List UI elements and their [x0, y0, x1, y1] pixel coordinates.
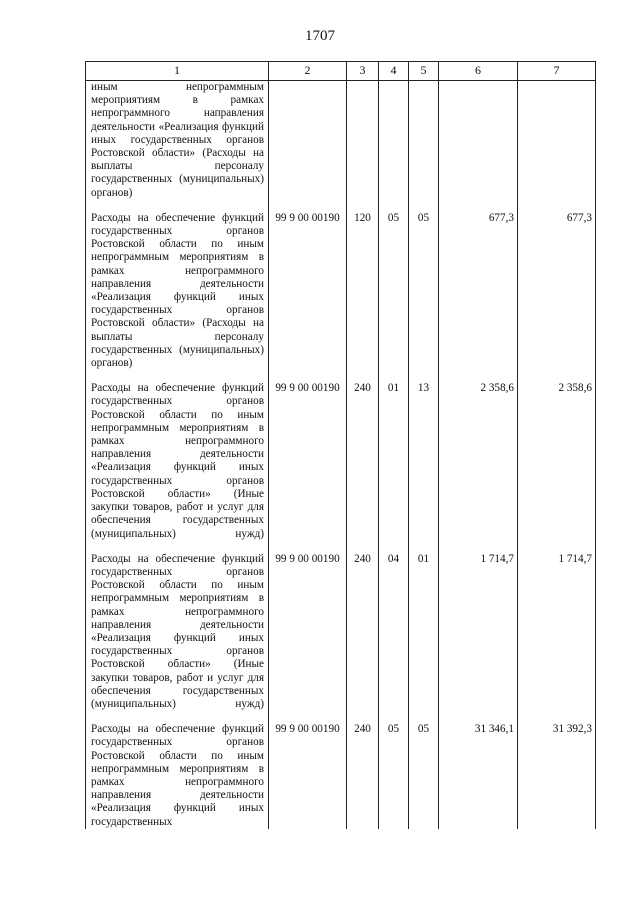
table-header-row: [86, 62, 596, 81]
column-header: 3: [347, 62, 379, 81]
column-header: 5: [409, 62, 439, 81]
row-pr: 13: [409, 378, 439, 548]
row-sum-2: 31 392,3: [518, 719, 596, 829]
row-sum-1: [439, 81, 518, 208]
row-rz: 05: [379, 719, 409, 829]
row-vr: 240: [347, 378, 379, 548]
row-sum-1: 1 714,7: [439, 549, 518, 719]
column-header: 4: [379, 62, 409, 81]
row-description: Расходы на обеспечение функций государственных органов Ростовской области по иным непрограммным мероприятиям в рамках непрограммного направления деятельности «Реализация функций иных государственных органов Ростовской области» (Иные закупки товаров, работ и услуг для обеспечения государственных (муниципальных) нужд): [86, 378, 269, 548]
row-vr: 240: [347, 719, 379, 829]
row-description: Расходы на обеспечение функций государственных органов Ростовской области по иным непрограммным мероприятиям в рамках непрограммного направления деятельности «Реализация функций иных государственных органов Ростовской области» (Иные закупки товаров, работ и услуг для обеспечения государственных (муниципальных) нужд): [86, 549, 269, 719]
row-pr: 05: [409, 208, 439, 378]
page-number: 1707: [305, 28, 335, 44]
row-vr: 240: [347, 549, 379, 719]
row-sum-2: 1 714,7: [518, 549, 596, 719]
row-rz: 05: [379, 208, 409, 378]
table-row: [86, 378, 596, 548]
budget-table: [85, 61, 596, 829]
row-sum-1: 31 346,1: [439, 719, 518, 829]
row-code: 99 9 00 00190: [269, 549, 347, 719]
column-header: 2: [269, 62, 347, 81]
row-code: 99 9 00 00190: [269, 208, 347, 378]
row-sum-2: [518, 81, 596, 208]
table-row: [86, 208, 596, 378]
row-sum-1: 2 358,6: [439, 378, 518, 548]
row-rz: [379, 81, 409, 208]
row-code: 99 9 00 00190: [269, 378, 347, 548]
row-description: Расходы на обеспечение функций государственных органов Ростовской области по иным непрограммным мероприятиям в рамках непрограммного направления деятельности «Реализация функций иных государственных органов Ростовской области» (Расходы на выплаты персоналу государственных (муниципальных) органов): [86, 208, 269, 378]
row-rz: 04: [379, 549, 409, 719]
table-row: [86, 81, 596, 208]
row-sum-2: 2 358,6: [518, 378, 596, 548]
row-pr: 01: [409, 549, 439, 719]
column-header: 7: [518, 62, 596, 81]
row-pr: [409, 81, 439, 208]
row-rz: 01: [379, 378, 409, 548]
table-row: [86, 549, 596, 719]
table-row: [86, 719, 596, 829]
column-header: 6: [439, 62, 518, 81]
row-sum-1: 677,3: [439, 208, 518, 378]
row-description: Расходы на обеспечение функций государственных органов Ростовской области по иным непрограммным мероприятиям в рамках непрограммного направления деятельности «Реализация функций иных государственных: [86, 719, 269, 829]
row-code: [269, 81, 347, 208]
row-vr: 120: [347, 208, 379, 378]
row-description: иным непрограммным мероприятиям в рамках непрограммного направления деятельности «Реализация функций иных государственных органов Ростовской области» (Расходы на выплаты персоналу государственных (муниципальных) органов): [86, 81, 269, 208]
column-header: 1: [86, 62, 269, 81]
row-sum-2: 677,3: [518, 208, 596, 378]
row-code: 99 9 00 00190: [269, 719, 347, 829]
row-vr: [347, 81, 379, 208]
row-pr: 05: [409, 719, 439, 829]
